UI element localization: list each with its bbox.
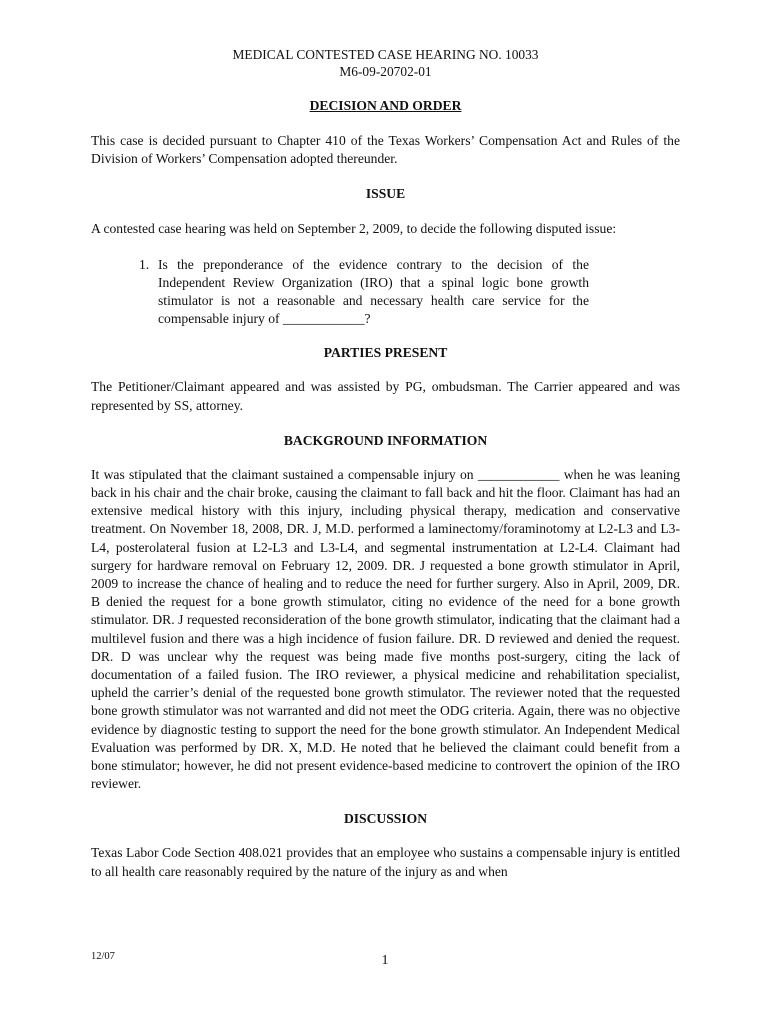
discussion-paragraph: Texas Labor Code Section 408.021 provides that an employee who sustains a compensable injury is entitled to all health care reasonably required by the nature of the injury as and when [91,845,680,879]
issue-paragraph: A contested case hearing was held on September 2, 2009, to decide the following disputed issue: [91,221,617,237]
docket-number-line: M6-09-20702-01 [339,64,432,79]
issue-heading: ISSUE [365,186,406,202]
document-page [91,46,680,881]
decision-heading: DECISION AND ORDER [309,98,462,113]
footer-date: 12/07 [91,951,115,962]
issue-list-item [139,256,589,329]
page-number: 1 [381,953,389,968]
discussion-heading: DISCUSSION [343,811,428,827]
parties-heading: PARTIES PRESENT [323,345,448,361]
case-number-line: MEDICAL CONTESTED CASE HEARING NO. 10033 [232,47,539,62]
issue-list-number: 1. [139,256,150,272]
parties-paragraph: The Petitioner/Claimant appeared and was assisted by PG, ombudsman. The Carrier appeared and was represented by SS, attorney. [91,379,680,413]
background-paragraph: It was stipulated that the claimant sustained a compensable injury on ____________ when he was leaning back in his chair and the chair broke, causing the claimant to fall back and hit the floor. Claimant has had an extensive medical history with this injury, including physical therapy, medication and conservative treatment. On November 18, 2008, DR. J, M.D. performed a laminectomy/foraminotomy at L2-L3 and L3-L4, posterolateral fusion at L2-L3 and L3-L4, and segmental instrumentation at L2-L4. Claimant had surgery for hardware removal on February 12, 2009. DR. J requested a bone growth stimulator in April, 2009 to increase the chance of healing and to reduce the need for further surgery. Also in April, 2009, DR. B denied the request for a bone growth stimulator, citing no evidence of the need for a bone growth stimulator. DR. J requested reconsideration of the bone growth stimulator, indicating that the claimant had a multilevel fusion and there was a high incidence of fusion failure. DR. D reviewed and denied the request. DR. D was unclear why the request was being made five months post-surgery, citing the lack of documentation of a failed fusion. The IRO reviewer, a physical medicine and rehabilitation specialist, upheld the carrier’s denial of the requested bone growth stimulator. The reviewer noted that the requested bone growth stimulator was not warranted and did not meet the ODG criteria. Again, there was no objective evidence by diagnostic testing to support the need for the bone growth stimulator. An Independent Medical Evaluation was performed by DR. X, M.D. He noted that he believed the claimant could benefit from a bone stimulator; however, he did not present evidence-based medicine to controvert the opinion of the IRO reviewer. [91,466,680,792]
issue-list-text: Is the preponderance of the evidence contrary to the decision of the Independent Review Organization (IRO) that a spinal logic bone growth stimulator is not a reasonable and necessary health care service for the compensable injury of ____________? [158,256,589,327]
intro-paragraph: This case is decided pursuant to Chapter 410 of the Texas Workers’ Compensation Act and Rules of the Division of Workers’ Compensation adopted thereunder. [91,133,680,167]
background-heading: BACKGROUND INFORMATION [283,432,488,448]
